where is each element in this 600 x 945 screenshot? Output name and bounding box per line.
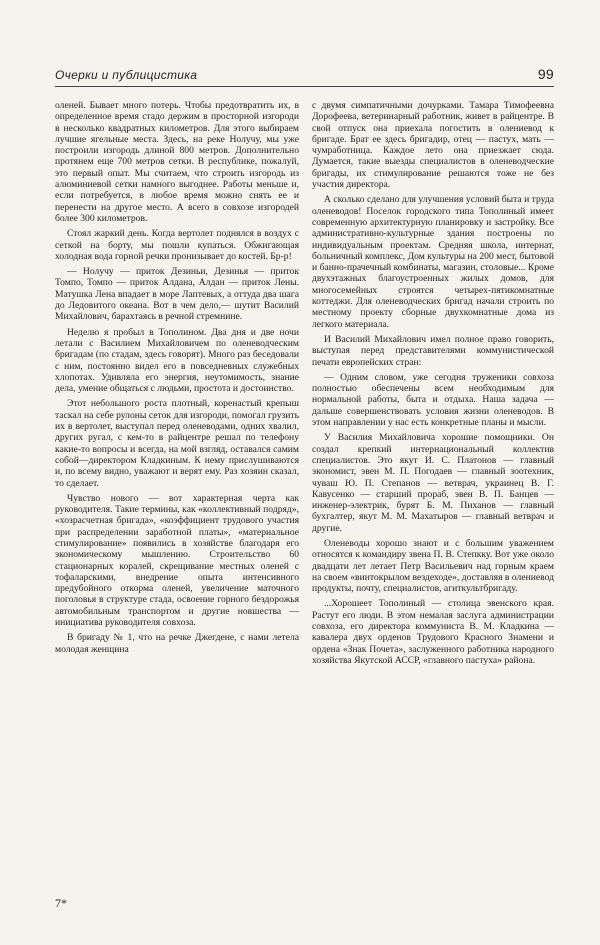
paragraph: ...Хорошеет Тополиный — столица эвенского края. Растут его люди. В этом немалая заслуга администрации совхоза, его директора коммуниста В. М. Кладкина — кавалера двух орденов Трудового Красного Знамени и ордена «Знак Почета», заслуженного работника народного хозяйства Якутской АССР, «главного пастуха» района. bbox=[312, 598, 554, 666]
paragraph: — Одним словом, уже сегодня труженики совхоза полностью обеспечены всем необходимым для нормальной работы, быта и отдыха. Наша задача — дальше совершенствовать условия жизни оленеводов. В этом направлении у нас есть конкретные планы и мысли. bbox=[312, 371, 554, 429]
paragraph: И Василий Михайлович имел полное право говорить, выступая перед представителями коммунистической печати европейских стран: bbox=[312, 333, 554, 368]
header-rule bbox=[55, 86, 554, 87]
page-number: 99 bbox=[537, 66, 554, 82]
paragraph: В бригаду № 1, что на речке Джегдене, с нами летела молодая женщина bbox=[55, 632, 299, 655]
right-column bbox=[312, 100, 554, 670]
left-column bbox=[55, 100, 299, 659]
paragraph: У Василия Михайловича хорошие помощники. Он создал крепкий интернациональный коллектив специалистов. Это якут И. С. Платонов — главный экономист, эвен М. П. Погодаев — главный зоотехник, чуваш Ю. П. Степанов — ветврач, украинец В. Г. Кавусенко — старший прораб, эвен В. П. Банцев — инженер-электрик, бурят Б. М. Пиханов — главный бухгалтер, якут М. М. Махатыров — главный ветврач и другие. bbox=[312, 432, 554, 534]
running-header bbox=[55, 66, 554, 86]
paragraph: с двумя симпатичными дочурками. Тамара Тимофеевна Дорофеева, ветеринарный работник, живет в райцентре. В свой отпуск она приехала погостить в олениевод к бригаде. Брат ее здесь бригадир, отец — пастух, мать — чумработница. Каждое лето она приезжает сюда. Думается, такие выезды специалистов в оленеводческие бригады, их стимулирование решаются тоже не без участия директора. bbox=[312, 100, 554, 191]
paragraph: — Нолучу — приток Дезиньи, Дезинья — приток Томпо, Томпо — приток Алдана, Алдан — приток Лены. Матушка Лена впадает в море Лаптевых, а оттуда два шага до Ледовитого океана. Вот в чем дело,— шутит Василий Михайлович, барахтаясь в речной стремнине. bbox=[55, 266, 299, 323]
paragraph: Неделю я пробыл в Тополином. Два дня и две ночи летали с Василием Михайловичем по оленеводческим бригадам (по стадам, здесь говорят). Много раз беседовали с ним, постоянно видел его в повседневных служебных хлопотах. Удивляла его энергия, неутомимость, знание дела, умение общаться с людьми, простота и достоинство. bbox=[55, 326, 299, 395]
paragraph: А сколько сделано для улучшения условий быта и труда оленеводов! Поселок городского типа Тополиный имеет современную архитектурную планировку и застройку. Все административно-культурные здания построены по индивидуальным проектам. Средняя школа, интернат, больничный комплекс, Дом культуры на 200 мест, бытовой и банно-прачечный комбинаты, магазин, столовые... Кроме двухэтажных благоустроенных жилых домов, для многосемейных строятся четырех-пятикомнатные коттеджи. Для оленеводческих бригад начали строить по местному проекту сборные двухкомнатные дома из легкого материала. bbox=[312, 194, 554, 330]
paragraph: оленей. Бывает много потерь. Чтобы предотвратить их, в определенное время стадо держим в просторной изгороди в несколько квадратных километров. Для этого выбираем лучшие ягельные места. Здесь, на реке Нолучу, мы уже построили изгородь длиной 800 метров. Дополнительно протянем еще 700 метров сетки. В республике, пожалуй, это первый опыт. Мы считаем, что строить изгородь из алюминиевой сетки намного выгоднее. Работы меньше и, если потребуется, в любое время можно снять ее и перенести на другое место. А всего в совхозе изгородей более 300 километров. bbox=[55, 100, 299, 224]
paragraph: Этот небольшого роста плотный, коренастый крепыш таскал на себе рулоны сеток для изгороди, помогал грузить их в вертолет, выступал перед оленеводами, одних хвалил, других ругал, с кем-то в райцентре решал по телефону какие-то вопросы и всегда, на мой взгляд, оставался самим собой—директором Кладкиным. К нему прислушиваются и, по всему видно, уважают и верят ему. Раз хозяин сказал, то сделает. bbox=[55, 398, 299, 489]
paragraph: Стоял жаркий день. Когда вертолет поднялся в воздух с сеткой на борту, мы пошли купаться. Обжигающая холодная вода горной речки пронизывает до костей. Бр-р! bbox=[55, 228, 299, 262]
paragraph: Оленеводы хорошо знают и с большим уважением относятся к командиру звена П. В. Степкку. Вот уже около двадцати лет летает Петр Васильевич над горным краем на своем «винтокрылом вездеходе», доставляя в олениевод продукты, почту, специалистов, агиткультбригаду. bbox=[312, 537, 554, 595]
section-title: Очерки и публицистика bbox=[55, 68, 198, 82]
paragraph: Чувство нового — вот характерная черта как руководителя. Такие термины, как «коллективный подряд», «хозрасчетная бригада», «коэффициент трудового участия при распределении заработной платы», «материальное стимулирование» появились в хозяйстве благодаря его экономическому мышлению. Строительство 60 стационарных коралей, скрещивание местных оленей с тофаларскими, внедрение опыта интенсивного предубойного откорма оленей, увеличение маточного поголовья в структуре стада, освоение горного бездорожья автомобильным транспортом и другие новшества — инициатива руководителя совхоза. bbox=[55, 492, 299, 629]
signature-mark: 7* bbox=[55, 896, 67, 910]
